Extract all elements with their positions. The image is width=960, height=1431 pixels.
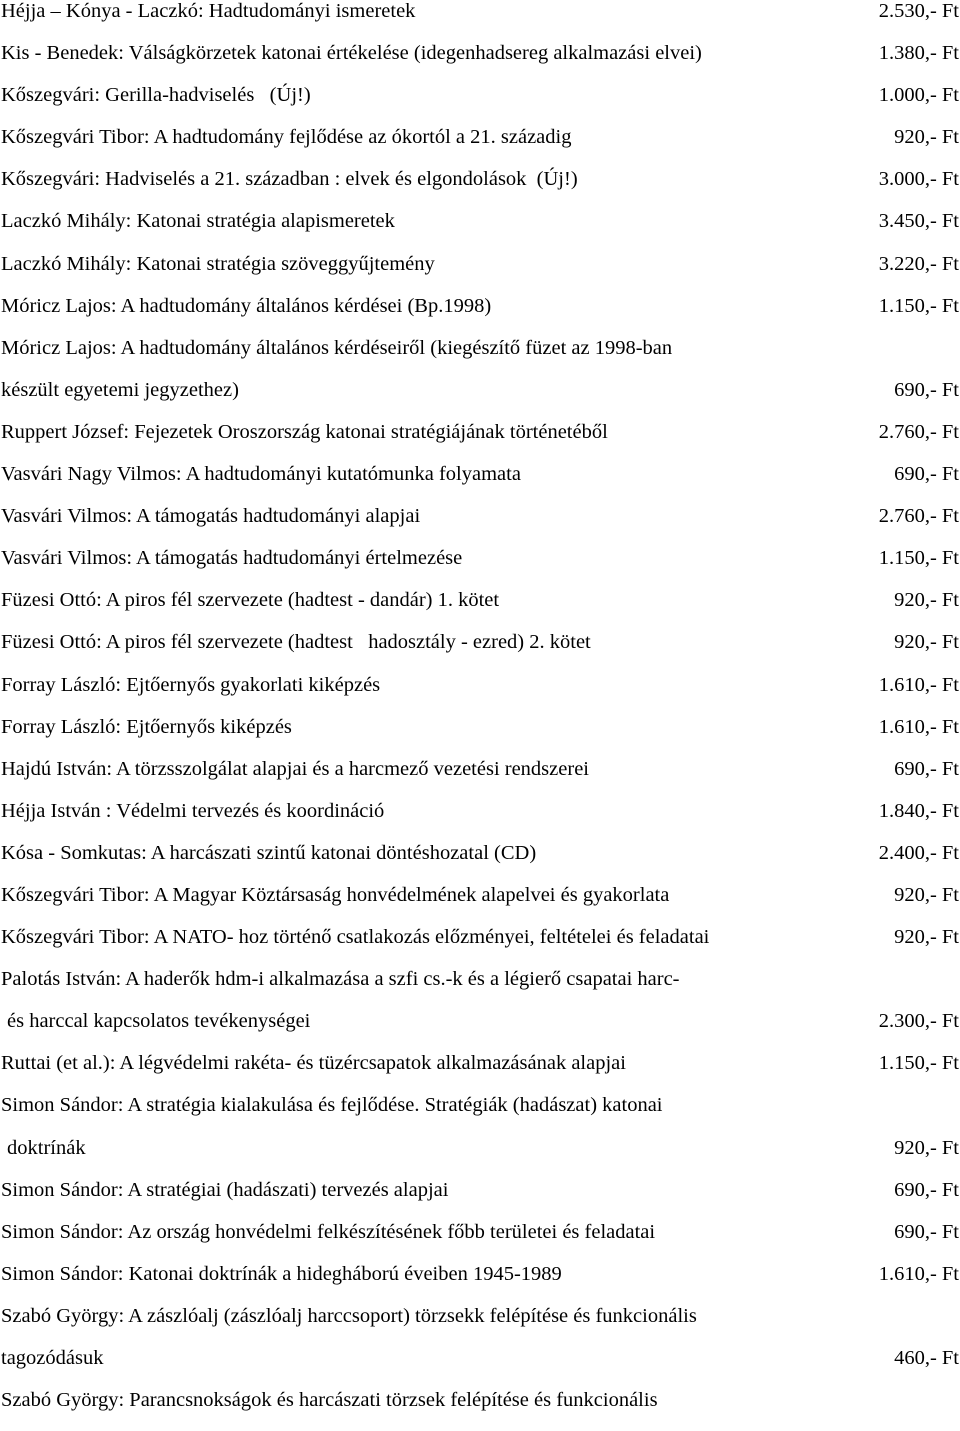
book-title: Simon Sándor: Az ország honvédelmi felkészítésének főbb területei és feladatai <box>1 1220 656 1243</box>
book-title: Szabó György: A zászlóalj (zászlóalj harccsoport) törzsekk felépítése és funkcionális <box>1 1304 697 1327</box>
book-title: Füzesi Ottó: A piros fél szervezete (hadtest hadosztály - ezred) 2. kötet <box>1 631 591 654</box>
book-title: Simon Sándor: Katonai doktrínák a hidegháború éveiben 1945-1989 <box>1 1262 562 1285</box>
book-price: 920,- Ft <box>894 1136 959 1159</box>
book-price: 1.150,- Ft <box>878 547 959 570</box>
book-price: 3.000,- Ft <box>878 168 959 191</box>
book-price: 690,- Ft <box>894 463 959 486</box>
book-price: 1.150,- Ft <box>878 294 959 317</box>
book-price: 690,- Ft <box>894 1178 959 1201</box>
book-price: 920,- Ft <box>894 631 959 654</box>
book-title: tagozódásuk <box>1 1347 104 1369</box>
book-title: Kis - Benedek: Válságkörzetek katonai értékelése (idegenhadsereg alkalmazási elvei) <box>1 42 702 65</box>
book-title: Móricz Lajos: A hadtudomány általános kérdései (Bp.1998) <box>1 294 492 317</box>
book-title: Füzesi Ottó: A piros fél szervezete (hadtest - dandár) 1. kötet <box>1 589 500 612</box>
book-title: és harccal kapcsolatos tevékenységei <box>7 1010 311 1033</box>
book-price: 690,- Ft <box>894 378 959 401</box>
book-price: 1.840,- Ft <box>878 799 959 822</box>
book-price: 920,- Ft <box>894 126 959 149</box>
book-title: Vasvári Nagy Vilmos: A hadtudományi kutatómunka folyamata <box>1 463 521 486</box>
book-price: 920,- Ft <box>894 883 959 906</box>
book-price: 1.610,- Ft <box>878 673 959 696</box>
book-title: Héjja – Kónya - Laczkó: Hadtudományi ismeretek <box>1 0 416 22</box>
book-title: Kőszegvári Tibor: A NATO- hoz történő csatlakozás előzményei, feltételei és feladatai <box>1 926 710 949</box>
list-item-line <box>0 1389 960 1431</box>
book-price: 1.000,- Ft <box>878 84 959 107</box>
book-price: 1.380,- Ft <box>878 42 959 65</box>
book-title: Simon Sándor: A stratégia kialakulása és fejlődése. Stratégiák (hadászat) katonai <box>1 1094 663 1117</box>
book-title: Hajdú István: A törzsszolgálat alapjai és a harcmező vezetési rendszerei <box>1 757 589 780</box>
book-title: Kőszegvári: Hadviselés a 21. században : elvek és elgondolások (Új!) <box>1 168 578 191</box>
book-title: Kósa - Somkutas: A harcászati szintű katonai döntéshozatal (CD) <box>1 841 537 864</box>
book-title: Ruttai (et al.): A légvédelmi rakéta- és tüzércsapatok alkalmazásának alapjai <box>1 1052 626 1075</box>
book-price: 690,- Ft <box>894 757 959 780</box>
book-title: Forray László: Ejtőernyős kiképzés <box>1 715 292 738</box>
book-title: Kőszegvári Tibor: A hadtudomány fejlődése az ókortól a 21. századig <box>1 126 572 149</box>
book-price: 2.760,- Ft <box>878 505 959 528</box>
book-title: Laczkó Mihály: Katonai stratégia alapismeretek <box>1 210 395 233</box>
book-price: 2.400,- Ft <box>878 841 959 864</box>
book-price: 2.530,- Ft <box>878 0 959 22</box>
book-title: készült egyetemi jegyzethez) <box>1 378 239 401</box>
book-price: 1.150,- Ft <box>878 1052 959 1075</box>
book-title: Kőszegvári: Gerilla-hadviselés (Új!) <box>1 84 311 107</box>
book-title: Kőszegvári Tibor: A Magyar Köztársaság honvédelmének alapelvei és gyakorlata <box>1 883 670 906</box>
book-title: Vasvári Vilmos: A támogatás hadtudományi alapjai <box>1 505 421 528</box>
book-title: Héjja István : Védelmi tervezés és koordináció <box>1 799 385 822</box>
book-price: 1.610,- Ft <box>878 1262 959 1285</box>
book-price: 2.760,- Ft <box>878 420 959 443</box>
book-price: 1.610,- Ft <box>878 715 959 738</box>
book-title: Ruppert József: Fejezetek Oroszország katonai stratégiájának történetéből <box>1 420 608 443</box>
book-title: Móricz Lajos: A hadtudomány általános kérdéseiről (kiegészítő füzet az 1998-ban <box>1 336 673 359</box>
book-price: 3.220,- Ft <box>878 252 959 275</box>
book-price: 920,- Ft <box>894 926 959 949</box>
book-title: Simon Sándor: A stratégiai (hadászati) tervezés alapjai <box>1 1178 449 1201</box>
list-item-line <box>0 1305 960 1347</box>
book-title: Vasvári Vilmos: A támogatás hadtudományi értelmezése <box>1 547 463 570</box>
book-price: 460,- Ft <box>894 1347 959 1369</box>
book-price: 920,- Ft <box>894 589 959 612</box>
book-title: doktrínák <box>7 1136 86 1159</box>
list-item-line <box>0 1094 960 1136</box>
book-price: 2.300,- Ft <box>878 1010 959 1033</box>
book-price: 690,- Ft <box>894 1220 959 1243</box>
book-title: Palotás István: A haderők hdm-i alkalmazása a szfi cs.-k és a légierő csapatai harc- <box>1 968 680 991</box>
book-price: 3.450,- Ft <box>878 210 959 233</box>
book-title: Laczkó Mihály: Katonai stratégia szöveggyűjtemény <box>1 252 435 275</box>
book-title: Szabó György: Parancsnokságok és harcászati törzsek felépítése és funkcionális <box>1 1389 658 1412</box>
book-title: Forray László: Ejtőernyős gyakorlati kiképzés <box>1 673 381 696</box>
